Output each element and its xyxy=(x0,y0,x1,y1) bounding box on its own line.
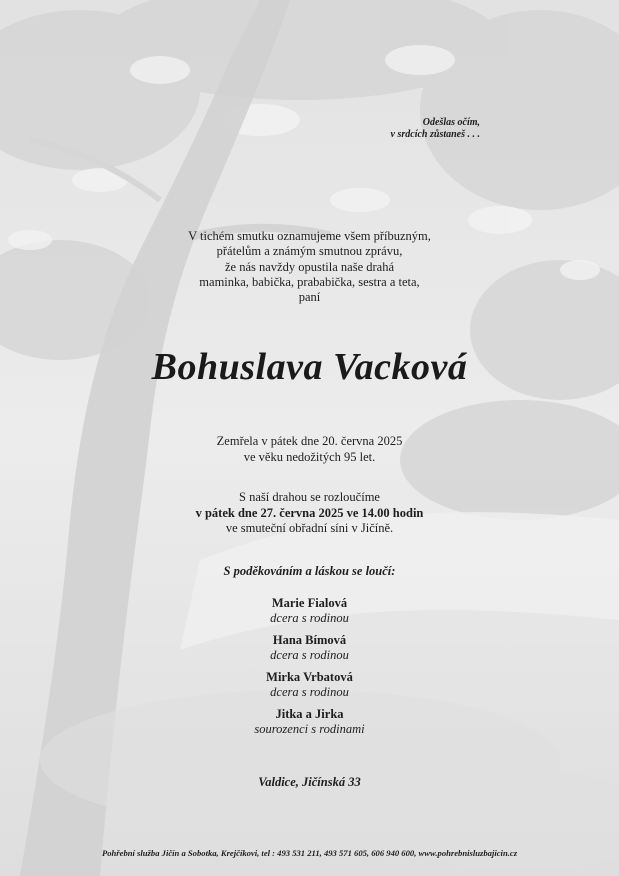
funeral-venue: ve smuteční obřadní síni v Jičíně. xyxy=(225,521,394,535)
mourner-name: Marie Fialová xyxy=(271,596,348,610)
intro-line: že nás navždy opustila naše drahá xyxy=(224,259,395,274)
mourner-item xyxy=(0,633,619,663)
farewell-info xyxy=(0,490,619,537)
mourner-item xyxy=(0,670,619,700)
mourner-name: Hana Bímová xyxy=(272,633,347,647)
intro-line: maminka, babička, prababička, sestra a teta, xyxy=(199,274,420,289)
mourner-name: Jitka a Jirka xyxy=(275,707,344,721)
motto-line: Odešlas očím, xyxy=(422,117,480,128)
funeral-service-footer: Pohřební služba Jičín a Sobotka, Krejčíkovi, tel : 493 531 211, 493 571 605, 606 940 600, www.pohrebnisluzbajicin.cz xyxy=(101,848,518,858)
motto-line: v srdcích zůstaneš . . . xyxy=(390,129,480,140)
death-notice-line: ve věku nedožitých 95 let. xyxy=(243,449,376,464)
address: Valdice, Jičínská 33 xyxy=(258,775,361,789)
deceased-name: Bohuslava Vacková xyxy=(151,346,468,388)
intro-line: V tichém smutku oznamujeme všem příbuzným, xyxy=(188,229,431,243)
mourners-list xyxy=(0,596,619,744)
mourner-relation: dcera s rodinou xyxy=(270,611,349,625)
mourner-relation: dcera s rodinou xyxy=(270,648,349,662)
death-notice xyxy=(0,434,619,465)
mourner-item xyxy=(0,707,619,737)
intro-line: paní xyxy=(298,290,321,305)
mourner-relation: dcera s rodinou xyxy=(270,685,349,699)
farewell-intro: S naší drahou se rozloučíme xyxy=(239,490,380,504)
funeral-date-time: v pátek dne 27. června 2025 ve 14.00 hodin xyxy=(195,505,424,520)
motto xyxy=(330,117,480,141)
death-notice-line: Zemřela v pátek dne 20. června 2025 xyxy=(216,434,403,448)
intro-text xyxy=(0,229,619,305)
thanks-heading: S poděkováním a láskou se loučí: xyxy=(223,564,396,578)
intro-line: přátelům a známým smutnou zprávu, xyxy=(216,244,403,259)
mourner-name: Mirka Vrbatová xyxy=(266,670,353,684)
mourner-relation: sourozenci s rodinami xyxy=(254,722,365,736)
mourner-item xyxy=(0,596,619,626)
